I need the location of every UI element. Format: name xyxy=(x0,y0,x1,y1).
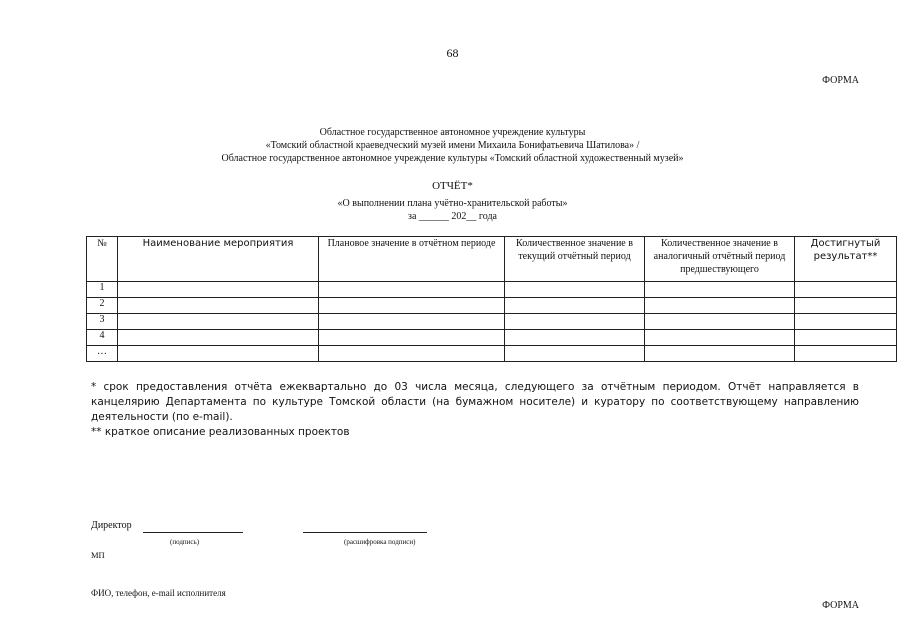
cell-event-name[interactable] xyxy=(118,282,319,298)
decode-caption: (расшифровка подписи) xyxy=(344,538,416,546)
signature-caption: (подпись) xyxy=(170,538,200,546)
footnotes xyxy=(91,380,859,440)
table-row xyxy=(87,346,897,362)
cell-result[interactable] xyxy=(795,346,897,362)
cell-previous-value[interactable] xyxy=(645,314,795,330)
cell-event-name[interactable] xyxy=(118,298,319,314)
cell-event-name[interactable] xyxy=(118,330,319,346)
forma-label-top: ФОРМА xyxy=(822,75,859,86)
cell-result[interactable] xyxy=(795,298,897,314)
forma-label-bottom: ФОРМА xyxy=(822,600,859,611)
executor-label: ФИО, телефон, e-mail исполнителя xyxy=(91,588,226,598)
signature-decode-line[interactable] xyxy=(303,522,427,533)
cell-current-value[interactable] xyxy=(505,282,645,298)
cell-planned-value[interactable] xyxy=(319,330,505,346)
report-table xyxy=(86,236,897,362)
org-line-2: «Томский областной краеведческий музей имени Михаила Бонифатьевича Шатилова» / xyxy=(265,140,640,151)
col-header-planned-value: Плановое значение в отчётном периоде xyxy=(319,237,505,282)
table-row xyxy=(87,314,897,330)
table-row xyxy=(87,298,897,314)
cell-current-value[interactable] xyxy=(505,330,645,346)
signature-line[interactable] xyxy=(143,522,243,533)
cell-event-name[interactable] xyxy=(118,346,319,362)
footnote-deadline: * срок предоставления отчёта ежеквартально до 03 числа месяца, следующего за отчётным периодом. Отчёт направляется в канцелярию Департамента по культуре Томской области (на бумажном носителе) и куратору по соответствующему направлению деятельности (по e-mail). xyxy=(91,381,859,423)
report-title: ОТЧЁТ* xyxy=(432,180,473,192)
cell-planned-value[interactable] xyxy=(319,298,505,314)
row-number: … xyxy=(87,346,118,362)
col-header-previous-value: Количественное значение в аналогичный отчётный период предшествующего xyxy=(645,237,795,282)
cell-result[interactable] xyxy=(795,314,897,330)
cell-previous-value[interactable] xyxy=(645,330,795,346)
cell-event-name[interactable] xyxy=(118,314,319,330)
col-header-number: № xyxy=(87,237,118,282)
cell-result[interactable] xyxy=(795,282,897,298)
report-period: за ______ 202__ года xyxy=(408,211,497,222)
col-header-current-value: Количественное значение в текущий отчётный период xyxy=(505,237,645,282)
cell-planned-value[interactable] xyxy=(319,346,505,362)
stamp-place-label: МП xyxy=(91,550,105,560)
row-number: 1 xyxy=(87,282,118,298)
cell-planned-value[interactable] xyxy=(319,314,505,330)
org-line-1: Областное государственное автономное учреждение культуры xyxy=(319,127,586,138)
row-number: 4 xyxy=(87,330,118,346)
table-header-row xyxy=(87,237,897,282)
footnote-result: ** краткое описание реализованных проектов xyxy=(91,426,350,438)
cell-previous-value[interactable] xyxy=(645,298,795,314)
cell-previous-value[interactable] xyxy=(645,346,795,362)
director-label: Директор xyxy=(91,520,132,531)
cell-previous-value[interactable] xyxy=(645,282,795,298)
cell-result[interactable] xyxy=(795,330,897,346)
table-row xyxy=(87,282,897,298)
cell-planned-value[interactable] xyxy=(319,282,505,298)
col-header-event-name: Наименование мероприятия xyxy=(118,237,319,282)
row-number: 3 xyxy=(87,314,118,330)
col-header-result: Достигнутый результат** xyxy=(795,237,897,282)
cell-current-value[interactable] xyxy=(505,298,645,314)
cell-current-value[interactable] xyxy=(505,314,645,330)
cell-current-value[interactable] xyxy=(505,346,645,362)
page-number: 68 xyxy=(446,46,459,60)
row-number: 2 xyxy=(87,298,118,314)
table-row xyxy=(87,330,897,346)
org-line-3: Областное государственное автономное учреждение культуры «Томский областной художественный музей» xyxy=(221,153,684,164)
report-subtitle: «О выполнении плана учётно-хранительской работы» xyxy=(337,198,568,209)
